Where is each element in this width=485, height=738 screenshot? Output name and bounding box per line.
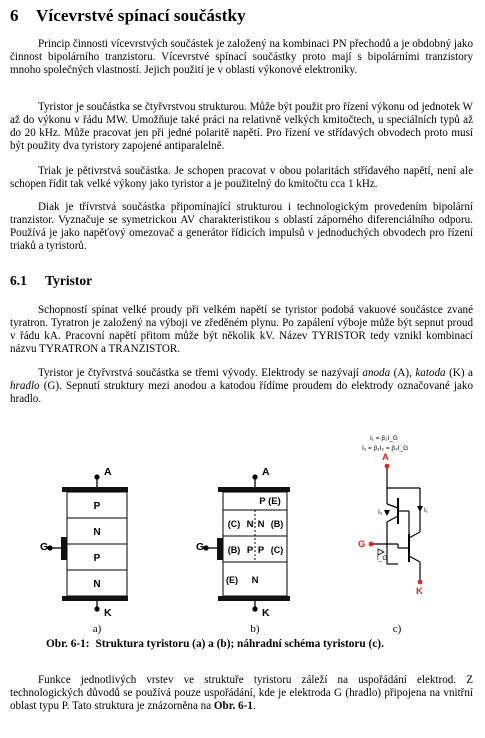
structure-b: [196, 466, 290, 635]
text-run: (A),: [390, 367, 416, 379]
cathode-terminal: [418, 580, 423, 585]
anode-terminal: [385, 464, 390, 469]
chapter-title: Vícevrstvé spínací součástky: [36, 6, 246, 25]
cathode-label-c: K: [416, 586, 423, 597]
gate-label-c: G: [358, 539, 366, 550]
figure-caption-label: Obr. 6-1:: [46, 638, 90, 650]
figure-6-1: [0, 435, 485, 640]
figure-caption-text: Struktura tyristoru (a) a (b); náhradní schéma tyristoru (c).: [95, 638, 384, 650]
paragraph-diak: Diak je třívrstvá součástka připomínající strukturou i technologickým provedením bipolární tranzistor. Vyznačuje se symetrickou AV charakteristikou s oblastí záporného diferenciálního odporu. Používá je jako napěťový omezovač a generátor řídicích impulsů v jednoduchých obvodech pro řízení triaků a tyristorů.: [10, 201, 473, 252]
figure-reference: Obr. 6-1: [213, 700, 253, 712]
cathode-label-b: K: [262, 607, 270, 619]
figure-diagram: [0, 435, 485, 640]
gate-terminal: [369, 542, 374, 547]
layer-top: P (E): [259, 496, 281, 507]
current-ig: I_G: [377, 555, 388, 562]
subfigure-label-c: c): [392, 623, 402, 635]
current-i2: I₂: [378, 509, 383, 516]
layer-label: P: [93, 553, 101, 564]
text-run: (G). Sepnutí struktury mezi anodou a katodou řídíme proudem do elektrody označované jako hradlo.: [10, 380, 473, 405]
layer-label: (B): [270, 519, 284, 529]
layer-label: (B): [227, 545, 241, 555]
anode-label-c: A: [382, 452, 389, 463]
cathode-label-a: K: [104, 607, 112, 619]
term-anoda: anoda: [362, 367, 391, 379]
layer-label: N: [93, 579, 101, 590]
text-run: (K) a: [445, 367, 473, 379]
section-title: Tyristor: [45, 273, 93, 288]
text-run: Tyristor je čtyřvrstvá součástka se třemi vývody. Elektrody se nazývají: [38, 367, 363, 379]
paragraph-electrodes: [10, 367, 473, 406]
paragraph-tyristor-intro: Tyristor je součástka se čtyřvrstvou strukturou. Může být použit pro řízení výkonu od jednotek W až do výkonu v řádu MW. Umožňuje také práci na relativně velkých kmitočtech, u speciálních typů až do 20 kHz. Může pracovat jen při jedné polaritě napětí. Pro řízení ve střídavých obvodech proto musí být použity dva tyristory zapojené antiparalelně.: [10, 101, 473, 152]
paragraph-layer-function: [10, 674, 473, 713]
subfigure-label-a: a): [92, 623, 102, 635]
gate-label-a: G: [40, 541, 49, 553]
text-run: .: [252, 700, 256, 712]
anode-label-b: A: [262, 466, 270, 478]
structure-a: [40, 466, 128, 635]
text-run: Funkce jednotlivých vrstev ve struktuře tyristoru záleží na uspořádání elektrod. Z technologických důvodů se používá pouze uspořádání, kde je elektroda G (hradlo) připojena na vnitřní oblast typu P. Tato struktura je znázorněna na: [10, 674, 473, 712]
layer-label: (C): [270, 545, 284, 555]
layer-label: P: [93, 501, 101, 512]
layer-bottom-n: N: [251, 575, 259, 586]
gate-label-b: G: [196, 541, 205, 553]
layer-label: N: [246, 519, 254, 530]
anode-label-a: A: [104, 466, 112, 478]
layer-label: (C): [227, 519, 241, 529]
layer-label: N: [257, 519, 265, 530]
equation-2: I₂ = β₁I₂ = β₂I_G: [362, 445, 409, 452]
section-number: 6.1: [10, 273, 27, 288]
term-katoda: katoda: [415, 367, 446, 379]
paragraph-tyratron: Schopností spínat velké proudy při velkém napětí se tyristor podobá vakuové součástce zvané tyratron. Tyratron je založený na výboji ve zředěném plynu. Po zapálení výboje může být sepnut proud v řádu kA. Pracovní napětí přitom může být několik kV. Název TYRISTOR tedy vznikl kombinací názvu TYRATRON a TRANZISTOR.: [10, 304, 473, 355]
layer-bottom-e: (E): [226, 575, 238, 585]
layer-label: N: [93, 527, 101, 538]
section-heading: [10, 273, 92, 289]
layer-label: P: [257, 545, 265, 556]
current-i1: I₁: [424, 507, 428, 514]
equivalent-circuit-c: [358, 435, 429, 635]
term-hradlo: hradlo: [10, 380, 40, 392]
subfigure-label-b: b): [250, 623, 260, 635]
layer-label: P: [246, 545, 254, 556]
equation-1: I₁ = β₁I_G: [370, 435, 398, 442]
paragraph-triak: Triak je pětivrstvá součástka. Je schopen pracovat v obou polaritách střídavého napětí, není ale schopen řídit tak velké výkony jako tyristor a je použitelný do kmitočtu cca 1 kHz.: [10, 165, 473, 190]
chapter-heading: [10, 6, 246, 26]
figure-caption: [46, 638, 384, 650]
paragraph-principle: Princip činnosti vícevrstvých součástek je založený na kombinaci PN přechodů a je obdobný jako činnost bipolárního tranzistoru. Vícevrstvé spínací součástky proto mají s bipolárními tranzistory mnoho společných vlastností. Jejich použití je v oblasti výkonové elektroniky.: [10, 38, 473, 76]
chapter-number: 6: [10, 6, 19, 25]
